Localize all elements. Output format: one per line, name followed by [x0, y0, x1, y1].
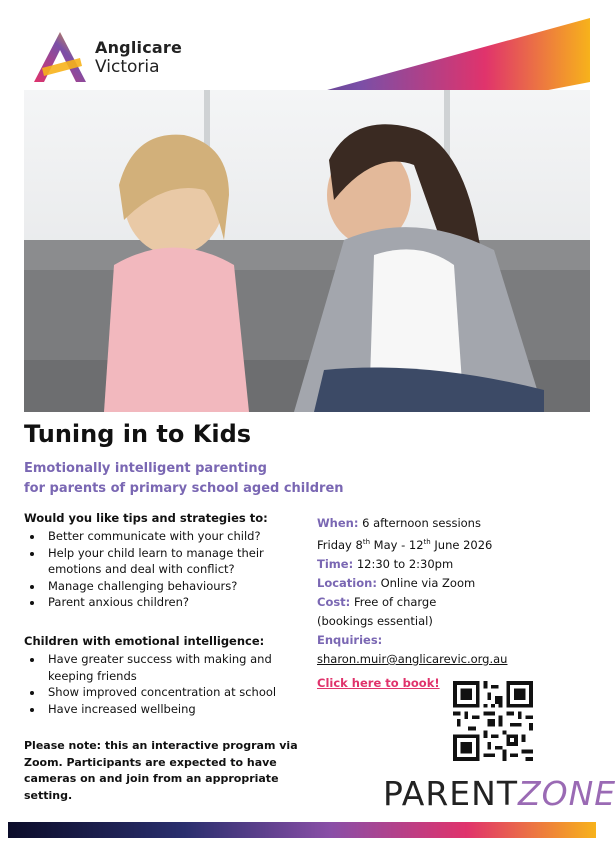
- list-item: • Show improved concentration at school: [44, 684, 309, 701]
- when-value: 6 afternoon sessions: [362, 516, 481, 530]
- list-item: • Parent anxious children?: [44, 594, 309, 611]
- location-label: Location:: [317, 575, 377, 590]
- time-label: Time:: [317, 556, 354, 571]
- page-title: Tuning in to Kids: [24, 420, 252, 448]
- list-item: • Manage challenging behaviours?: [44, 578, 309, 595]
- hero-photo: [24, 90, 590, 412]
- book-link[interactable]: Click here to book!: [317, 676, 440, 690]
- subtitle-line-1: Emotionally intelligent parenting: [24, 461, 267, 476]
- when-label: When:: [317, 516, 359, 530]
- zoom-note: Please note: this an interactive program via Zoom. Participants are expected to have cameras on and join from an appropriate setting.: [24, 739, 298, 802]
- enquiries-email-link[interactable]: sharon.muir@anglicarevic.org.au: [317, 651, 508, 666]
- ei-list: [24, 651, 309, 717]
- location-value: Online via Zoom: [380, 575, 476, 590]
- brand-sub: Victoria: [95, 57, 160, 77]
- list-item: • Better communicate with your child?: [44, 528, 309, 545]
- parentzone-logo: [383, 774, 616, 813]
- cost-note: (bookings essential): [317, 613, 433, 628]
- time-value: 12:30 to 2:30pm: [356, 556, 454, 571]
- ei-heading: Children with emotional intelligence:: [24, 634, 265, 648]
- cost-value: Free of charge: [353, 594, 437, 609]
- ei-section: [24, 634, 309, 717]
- qr-code-icon[interactable]: [453, 681, 533, 761]
- tips-section: [24, 511, 309, 611]
- event-info: [317, 514, 587, 669]
- event-dates: Friday 8th May - 12th June 2026: [317, 537, 493, 552]
- footer-gradient-bar: [8, 822, 596, 838]
- cost-label: Cost:: [317, 594, 351, 609]
- parentzone-parent: PARENT: [383, 774, 518, 813]
- subtitle-line-2: for parents of primary school aged children: [24, 481, 344, 496]
- list-item: • Have increased wellbeing: [44, 701, 309, 718]
- anglicare-logo-icon: [30, 28, 90, 88]
- list-item: • Help your child learn to manage their emotions and deal with conflict?: [44, 545, 309, 578]
- tips-heading: Would you like tips and strategies to:: [24, 511, 268, 525]
- list-item: • Have greater success with making and keeping friends: [44, 651, 309, 684]
- tips-list: [24, 528, 309, 611]
- subtitle: [24, 459, 344, 499]
- enquiries-label: Enquiries:: [317, 632, 383, 647]
- brand-name: Anglicare: [95, 38, 183, 57]
- parentzone-zone: ZONE: [518, 774, 616, 813]
